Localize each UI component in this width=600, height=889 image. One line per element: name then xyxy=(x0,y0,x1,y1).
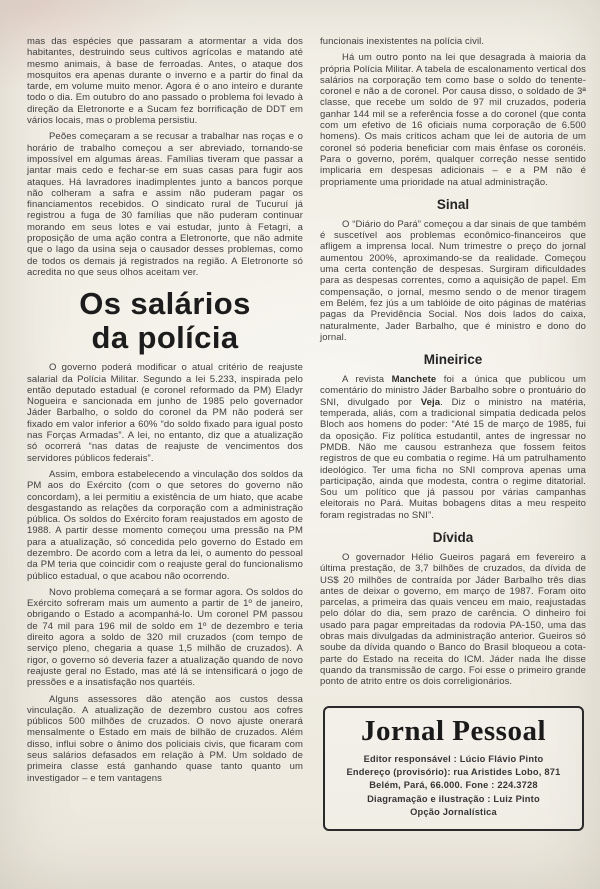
article-paragraph: Há um outro ponto na lei que desagrada à maioria da própria Polícia Militar. A tabela de escalonamento vertical dos salários na corporação tem como base o soldo do tenente-coronel e não a de coronel. Por causa disso, o soldado de 3ª classe, que recebe um soldo de 97 mil cruzados, poderia ganhar 144 mil se a referência fosse a do coronel (que conta com um efetivo de 16 oficiais numa corporação de 6.500 homens). Os mais críticos acham que lei de autoria de um coronel só poderia beneficiar com mais ênfase os coronéis. Para o governo, porém, qualquer correção nesse sentido implicaria em despesas adicionais – e a PM não é propriamente uma prioridade na atual administração. xyxy=(320,52,586,188)
section-heading-sinal: Sinal xyxy=(436,196,470,212)
article-headline xyxy=(27,287,303,355)
masthead-company-line: Opção Jornalística xyxy=(410,807,497,818)
magazine-name-veja: Veja xyxy=(420,396,441,408)
masthead-design-line: Diagramação e ilustração : Luiz Pinto xyxy=(367,793,540,804)
headline-line-1: Os salários xyxy=(79,286,251,322)
article-paragraph: Novo problema começará a se formar agora. Os soldos do Exército sofreram mais um aumento a partir de 1º de janeiro, obrigando o Estado a acompanhá-lo. Um coronel PM passou de 74 mil para 196 mil de soldo em 1º de dezembro e teria direito agora a soldo de 320 mil cruzados (com tempo de serviço pleno, chegaria a quase 1,5 milhão de cruzados). A rigor, o governo só deveria fazer a atualização quando de novo reajuste geral no Estado, mas até lá se intensificará o jogo de pressões e a insatisfação nos quartéis. xyxy=(27,586,303,689)
article-paragraph-continuation: funcionais inexistentes na polícia civil. xyxy=(320,36,485,47)
article-paragraph: O governo poderá modificar o atual critério de reajuste salarial da Polícia Militar. Segundo a lei 5.233, inspirada pelo então deputado estadual (e coronel reformado da PM) Eladyr Nogueira e sancionada em junho de 1985 pelo governador Jáder Barbalho, o soldo do coronel da PM não poderá ser fixado em valor inferior a 60% “do soldo fixado para igual posto nas Forças Armadas”. A lei, no entanto, diz que a atualização só ocorrerá “nas datas de reajuste de vencimentos dos servidores públicos federais”. xyxy=(27,362,303,464)
article-paragraph: Peões começaram a se recusar a trabalhar nas roças e o horário de trabalho começou a ser abreviado, tornando-se impossível em algumas áreas. Famílias tiveram que passar a jantar mais cedo e fechar-se em suas casas para fugir aos ataques. Há lavradores inadimplentes junto a bancos porque não colheram a safra e assim não puderam pagar os financiamentos recebidos. O sindicato rural de Tucuruí já registrou a fuga de 30 famílias que não puderam continuar morando em seus lotes e vai estudar, junto à Fetagri, a proposição de uma ação contra a Eletronorte, que não admite que o lago da usina seja o causador desses problemas, como de todos os demais já registrados na região. A Eletronorte só acredita no que seus olhos aceitam ver. xyxy=(27,131,303,278)
section-heading-divida: Dívida xyxy=(432,529,474,545)
right-column xyxy=(320,36,586,831)
article-paragraph: O “Diário do Pará” começou a dar sinais de que também é suscetível aos problemas econômico-financeiros que afligem a imprensa local. Num trimestre o preço do jornal aumentou 200%, aproximando-se da realidade. Começou uma certa contenção de despesas. Surgiram dificuldades para as despesas correntes, como a aquisição de papel. Em compensação, o jornal, mesmo sendo o de menor tiragem em Belém, fez jús a um tablóide de oito páginas de matérias pagas da Previdência Social. Nos dois lados do caixa, naturalmente, Jader Barbalho, que é ministro e dono do jornal. xyxy=(320,218,586,343)
article-paragraph: Assim, embora estabelecendo a vinculação dos soldos da PM aos do Exército (com o que setores do governo não concordam), a lei permitiu a existência de um hiato, que acabe desgastando as relações da corporação com a administração pública. Os soldos do Exército foram reajustados em agosto de 1988. A partir desse momento começou uma pressão na PM para a atualização, só concedida pelo governo do Estado em dezembro. De acordo com a letra da lei, o aumento do pessoal da PM teria que coincidir com o reajuste geral do funcionalismo público estadual, o que acabou não ocorrendo. xyxy=(27,468,303,582)
paragraph-text: A revista xyxy=(342,374,392,386)
article-paragraph: O governador Hélio Gueiros pagará em fevereiro a última prestação, de 3,7 bilhões de cruzados, da dívida de US$ 20 milhões de contraída por Jáder Barbalho três dias antes de deixar o governo, em março de 1987. Foram oito parcelas, a primeira das quais venceu em maio, reajustadas pelo dólar do dia, sem prazo de carência. O dinheiro foi usado para pagar empreitadas da rodovia PA-150, uma das obras mais divulgadas da administração anterior. Gueiros só soube da dívida quando o Banco do Brasil bloqueou a cota-parte do Estado na receita do ICM. Jáder nada lhe disse quando da transmissão de cargo. Foi esse o primeiro grande ponto de atrito entre os dois correligionários. xyxy=(320,551,586,688)
paragraph-text: . Diz o ministro na matéria, temperada, aliás, com a tradicional simpatia dedicada pelos Bloch aos homens do poder: “Até 15 de março de 1985, fui da oposição. Fiz política estudantil, antes de ingressar no PMDB. Não me causou estranheza que fossem feitos registros de que eu combatia o regime. Há um patrulhamento ideológico. Ter uma ficha no SNI comprova apenas uma participação, ainda que modesta, contra o regime ditatorial. Sou um político que já passou por várias campanhas eleitorais no Pará. Muitas bobagens ditas a meu respeito foram registradas no SNI”. xyxy=(320,396,586,521)
paragraph-text: foi a única que publicou um comentário do ministro Jáder Barbalho sobre o prontuário do SNI, divulgado por xyxy=(320,374,586,408)
magazine-name-manchete: Manchete xyxy=(391,374,437,386)
left-column xyxy=(27,36,303,831)
section-heading-mineirice: Mineirice xyxy=(423,352,483,368)
article-paragraph: Alguns assessores dão atenção aos custos dessa vinculação. A atualização de dezembro custou aos cofres públicos 500 milhões de cruzados. O novo ajuste onerará mensalmente o Estado em mais de bilhão de cruzados. Além disso, influi sobre o ânimo dos policiais civis, que ficaram com seus salários defasados em relação à PM. Um soldado de primeira classe está ganhando quase tanto quanto um investigador – e tem vantagens xyxy=(27,693,303,784)
masthead-box xyxy=(323,706,584,831)
masthead-title: Jornal Pessoal xyxy=(360,714,547,747)
headline-line-2: da polícia xyxy=(91,320,239,356)
masthead-editor-line: Editor responsável : Lúcio Flávio Pinto xyxy=(363,753,544,764)
masthead-city-phone-line: Belém, Pará, 66.000. Fone : 224.3728 xyxy=(369,780,538,791)
article-paragraph xyxy=(320,374,586,521)
article-paragraph-continuation: mas das espécies que passaram a atormentar a vida dos habitantes, destruindo seus cultivos agrícolas e matando até mesmo animais, à base de ferroadas. Antes, o ataque dos mosquitos era apenas durante o inverno e a partir do final da tarde, em volume muito menor. Agora é o ano inteiro e durante todo o dia. Em outubro do ano passado o problema foi levado à direção da Eletronorte e a Sucam fez borrificação de DDT em vários locais, mas o problema persistiu. xyxy=(27,36,303,127)
masthead-address-line: Endereço (provisório): rua Aristides Lobo, 871 xyxy=(346,766,561,777)
